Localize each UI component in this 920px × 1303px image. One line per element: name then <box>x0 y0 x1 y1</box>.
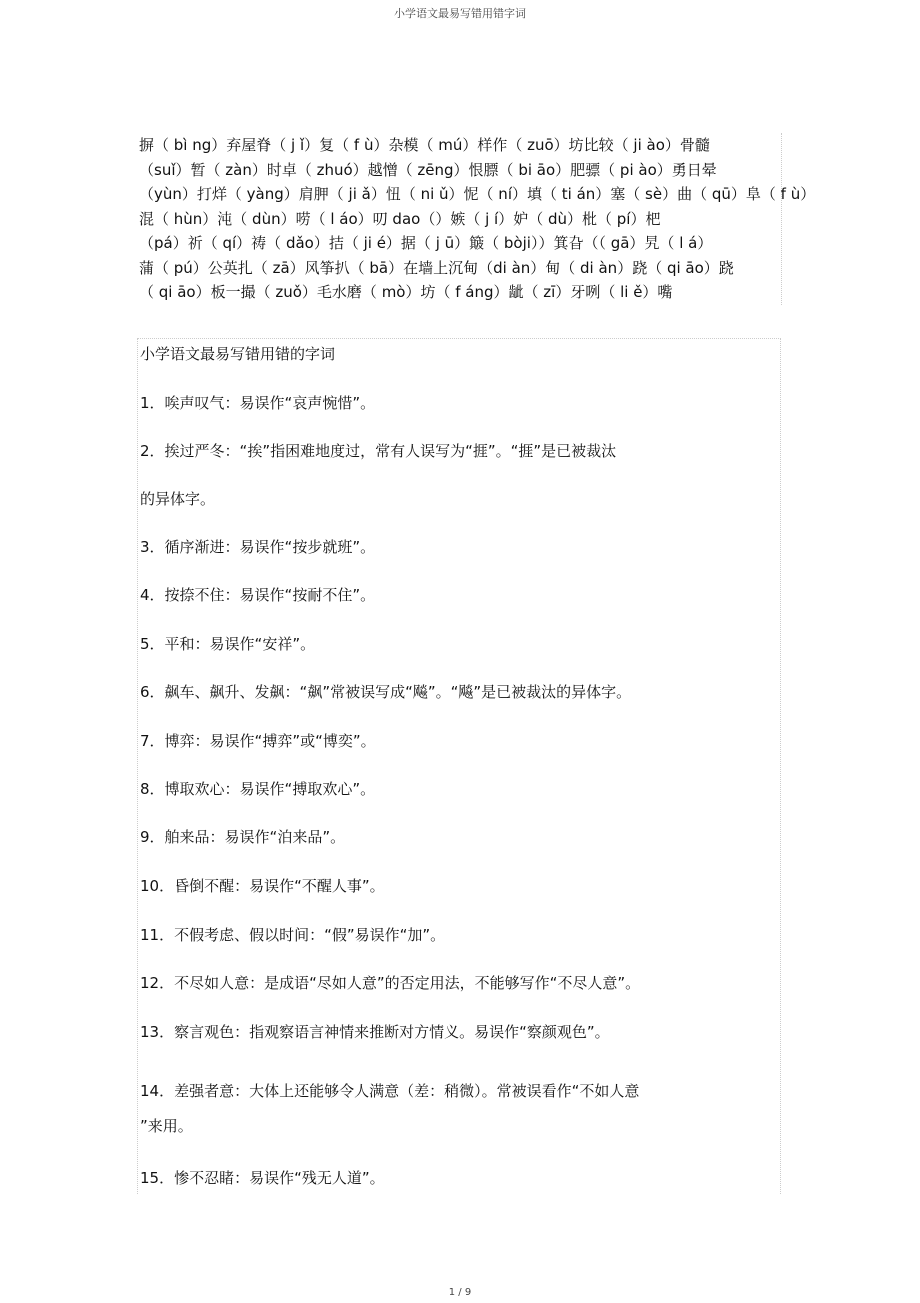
content-frame <box>137 338 781 1194</box>
pinyin-line: （suǐ）暂（ zàn）时卓（ zhuó）越憎（ zēng）恨膘（ bi āo）肥骠（ pi ào）勇日晕 <box>139 160 717 179</box>
pinyin-line: （pá）祈（ qí）祷（ dǎo）拮（ ji é）据（ j ū）簸（ bòji））箕旮（（ gā）旯（ l á） <box>139 234 713 252</box>
pinyin-line: （yùn）打烊（ yàng）肩胛（ ji ǎ）忸（ ni ǔ）怩（ ní）填（ ti án）塞（ sè）曲（ qū）阜（ f ù） <box>139 185 816 203</box>
entry-10: 10．昏倒不醒：易误作“不醒人事”。 <box>140 877 385 895</box>
pinyin-paragraph <box>139 133 816 305</box>
entry-9: 9．舶来品：易误作“泊来品”。 <box>140 828 346 846</box>
entry-6: 6．飙车、飙升、发飙：“飙”常被误写成“飚”。“飚”是已被裁汰的异体字。 <box>140 683 632 701</box>
entry-1: 1．唉声叹气：易误作“哀声惋惜”。 <box>140 394 376 412</box>
entry-3: 3．循序渐进：易误作“按步就班”。 <box>140 538 376 556</box>
pinyin-line: 蒲（ pú）公英扎（ zā）风筝扒（ bā）在墙上沉甸（di àn）甸（ di àn）跷（ qi āo）跷 <box>139 258 734 277</box>
entry-13: 13．察言观色：指观察语言神情来推断对方情义。易误作“察颜观色”。 <box>140 1023 610 1041</box>
entry-4: 4．按捺不住：易误作“按耐不住”。 <box>140 586 376 604</box>
entry-7: 7．博弈：易误作“搏弈”或“博奕”。 <box>140 732 376 750</box>
pinyin-line: 混（ hùn）沌（ dùn）唠（ l áo）叨 dao（）嫉（ j í）妒（ dù）枇（ pí）杷 <box>139 209 661 228</box>
entry-15: 15．惨不忍睹：易误作“残无人道”。 <box>140 1169 385 1187</box>
entry-14: 14．差强者意：大体上还能够令人满意（差：稍微）。常被误看作“不如人意 <box>140 1082 640 1100</box>
entry-12: 12．不尽如人意：是成语“尽如人意”的否定用法，不能够写作“不尽人意”。 <box>140 974 641 992</box>
entry-2-continued: 的异体字。 <box>140 490 216 508</box>
entry-5: 5．平和：易误作“安祥”。 <box>140 635 316 653</box>
document-header-title: 小学语文最易写错用错字词 <box>394 7 526 20</box>
entry-8: 8．博取欢心：易误作“搏取欢心”。 <box>140 780 376 798</box>
entry-11: 11．不假考虑、假以时间：“假”易误作“加”。 <box>140 926 446 944</box>
page-number: 1 / 9 <box>448 1287 472 1298</box>
pinyin-line: 摒（ bì ng）弃屋脊（ j ǐ）复（ f ù）杂模（ mú）样作（ zuō）坊比较（ ji ào）骨髓 <box>139 136 710 154</box>
section-title: 小学语文最易写错用错的字词 <box>140 345 336 363</box>
pinyin-line: （ qi āo）板一撮（ zuǒ）毛水磨（ mò）坊（ f áng）龇（ zī）牙咧（ li ě）嘴 <box>139 283 673 301</box>
entry-14-continued: ”来用。 <box>140 1117 193 1135</box>
entry-2: 2．挨过严冬：“挨”指困难地度过，常有人误写为“捱”。“捱”是已被裁汰 <box>140 442 617 460</box>
